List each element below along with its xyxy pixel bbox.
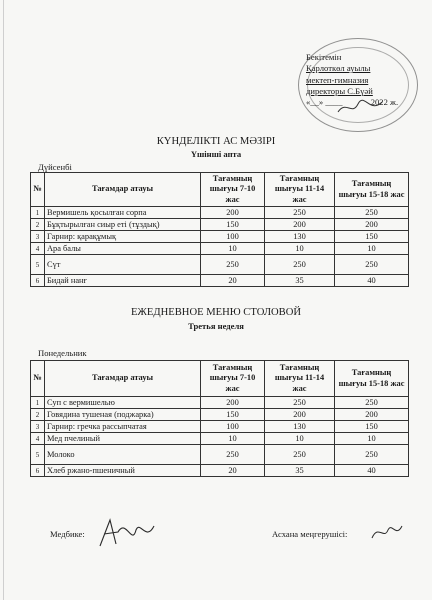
week-subtitle-kz: Үшінші апта	[190, 149, 242, 159]
table-row	[31, 397, 409, 409]
portion-11-14: 250	[265, 255, 335, 275]
portion-7-10: 10	[201, 433, 265, 445]
row-number: 5	[31, 255, 45, 275]
portion-15-18: 10	[335, 243, 409, 255]
row-number: 1	[31, 397, 45, 409]
row-number: 3	[31, 421, 45, 433]
director-signature	[336, 96, 386, 118]
portion-7-10: 100	[201, 421, 265, 433]
table-row	[31, 445, 409, 465]
dish-name: Хлеб ржано-пшеничный	[45, 465, 201, 477]
portion-7-10: 200	[201, 397, 265, 409]
approval-line: Бекітемін	[306, 52, 342, 62]
approval-line: мектеп-гимназия	[306, 74, 369, 85]
portion-7-10: 20	[201, 275, 265, 287]
row-number: 6	[31, 275, 45, 287]
dish-name: Суп с вермишелью	[45, 397, 201, 409]
col-header-age2: Тағамның шығуы 11-14 жас	[265, 361, 335, 397]
day-label-kz: Дүйсенбі	[38, 162, 72, 172]
table-row	[31, 231, 409, 243]
portion-11-14: 250	[265, 207, 335, 219]
dish-name: Бұқтырылған сиыр еті (тұздық)	[45, 219, 201, 231]
scan-edge	[3, 0, 4, 600]
table-row	[31, 207, 409, 219]
portion-15-18: 250	[335, 207, 409, 219]
dish-name: Бидай нанғ	[45, 275, 201, 287]
canteen-manager-signature	[370, 520, 404, 542]
portion-7-10: 250	[201, 255, 265, 275]
row-number: 4	[31, 433, 45, 445]
menu-table-kz	[30, 172, 409, 287]
col-header-age3: Тағамның шығуы 15-18 жас	[335, 361, 409, 397]
table-row	[31, 433, 409, 445]
row-number: 3	[31, 231, 45, 243]
portion-11-14: 130	[265, 231, 335, 243]
menu-title-ru: ЕЖЕДНЕВНОЕ МЕНЮ СТОЛОВОЙ	[130, 307, 302, 318]
row-number: 5	[31, 445, 45, 465]
portion-11-14: 250	[265, 445, 335, 465]
row-number: 4	[31, 243, 45, 255]
col-header-num: №	[31, 361, 45, 397]
col-header-age1: Тағамның шығуы 7-10 жас	[201, 361, 265, 397]
dish-name: Молоко	[45, 445, 201, 465]
portion-11-14: 35	[265, 465, 335, 477]
dish-name: Мед пчелиный	[45, 433, 201, 445]
col-header-age1: Тағамның шығуы 7-10 жас	[201, 173, 265, 207]
portion-7-10: 10	[201, 243, 265, 255]
portion-15-18: 250	[335, 397, 409, 409]
menu-title-kz: КҮНДЕЛІКТІ АС МӘЗІРІ	[156, 136, 276, 147]
table-row	[31, 243, 409, 255]
table-row	[31, 465, 409, 477]
col-header-age3: Тағамның шығуы 15-18 жас	[335, 173, 409, 207]
approval-date: «__» ____ 2022 ж.	[306, 97, 399, 108]
col-header-name: Тағамдар атауы	[45, 361, 201, 397]
portion-11-14: 250	[265, 397, 335, 409]
approval-line: директоры С.Бүәй	[306, 85, 373, 96]
row-number: 1	[31, 207, 45, 219]
row-number: 2	[31, 409, 45, 421]
dish-name: Говядина тушеная (поджарка)	[45, 409, 201, 421]
portion-15-18: 40	[335, 465, 409, 477]
col-header-age2: Тағамның шығуы 11-14 жас	[265, 173, 335, 207]
portion-15-18: 150	[335, 231, 409, 243]
approval-line: Қарлоткөл ауылы	[306, 63, 371, 74]
table-row	[31, 409, 409, 421]
nurse-label: Медбике:	[50, 529, 85, 539]
portion-15-18: 10	[335, 433, 409, 445]
table-row	[31, 219, 409, 231]
row-number: 2	[31, 219, 45, 231]
menu-table-ru	[30, 360, 409, 477]
dish-name: Гарнир: гречка рассыпчатая	[45, 421, 201, 433]
portion-11-14: 10	[265, 433, 335, 445]
portion-7-10: 100	[201, 231, 265, 243]
nurse-signature	[96, 516, 158, 550]
table-row	[31, 421, 409, 433]
portion-11-14: 130	[265, 421, 335, 433]
portion-15-18: 250	[335, 255, 409, 275]
portion-15-18: 150	[335, 421, 409, 433]
table-row	[31, 255, 409, 275]
portion-11-14: 10	[265, 243, 335, 255]
dish-name: Ара балы	[45, 243, 201, 255]
row-number: 6	[31, 465, 45, 477]
table-row	[31, 275, 409, 287]
dish-name: Гарнир: қарақұмық	[45, 231, 201, 243]
dish-name: Сүт	[45, 255, 201, 275]
portion-15-18: 40	[335, 275, 409, 287]
portion-11-14: 35	[265, 275, 335, 287]
portion-7-10: 250	[201, 445, 265, 465]
portion-7-10: 200	[201, 207, 265, 219]
portion-7-10: 150	[201, 219, 265, 231]
col-header-num: №	[31, 173, 45, 207]
canteen-manager-label: Асхана меңгерушісі:	[272, 529, 348, 539]
col-header-name: Тағамдар атауы	[45, 173, 201, 207]
portion-7-10: 20	[201, 465, 265, 477]
portion-15-18: 250	[335, 445, 409, 465]
week-subtitle-ru: Третья неделя	[188, 321, 244, 331]
portion-15-18: 200	[335, 219, 409, 231]
portion-11-14: 200	[265, 409, 335, 421]
portion-15-18: 200	[335, 409, 409, 421]
day-label-ru: Понедельник	[38, 348, 87, 358]
portion-7-10: 150	[201, 409, 265, 421]
portion-11-14: 200	[265, 219, 335, 231]
dish-name: Вермишель қосылған сорпа	[45, 207, 201, 219]
